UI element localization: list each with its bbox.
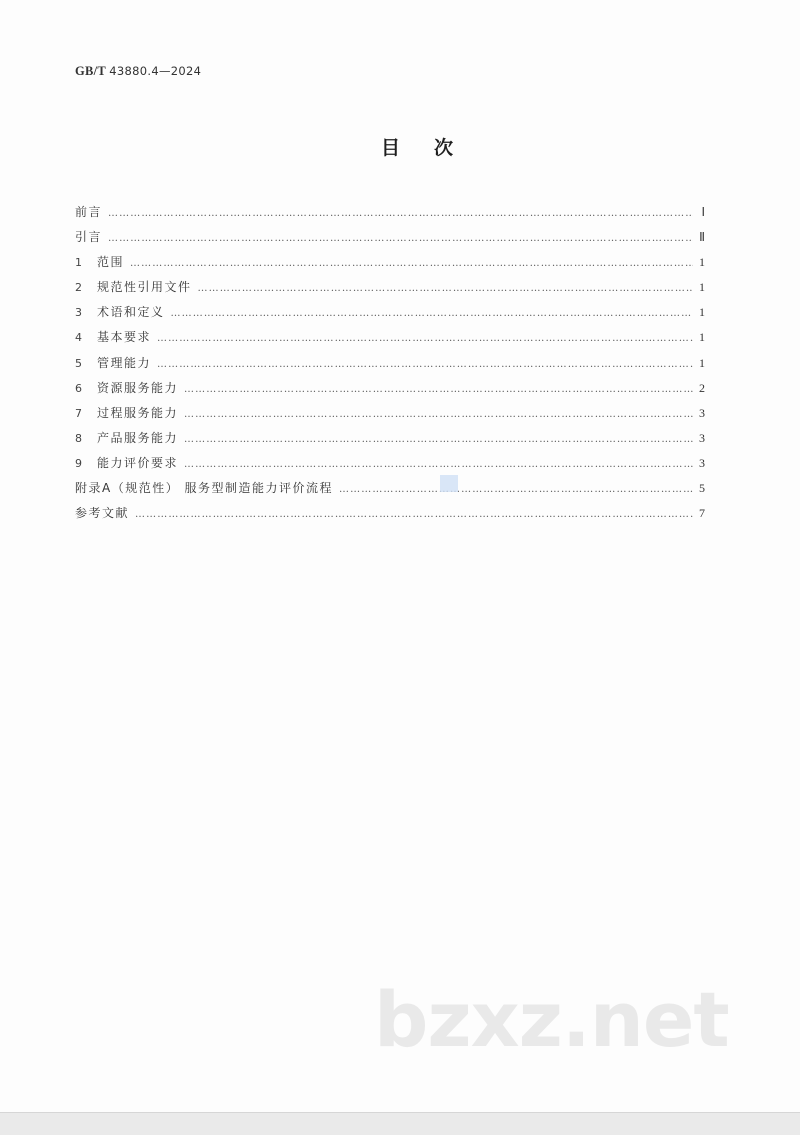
toc-entry-number: 2 <box>75 281 82 295</box>
toc-entry-label: 管理能力 <box>97 355 152 370</box>
toc-entry-number: 8 <box>75 431 82 445</box>
table-of-contents <box>75 200 705 526</box>
toc-entry-page: Ⅱ <box>699 230 705 245</box>
toc-dot-leader <box>157 352 693 377</box>
toc-dot-leader <box>171 301 693 326</box>
toc-entry[interactable] <box>75 426 705 451</box>
toc-entry-number: 6 <box>75 381 82 395</box>
toc-dot-leader <box>130 251 693 276</box>
toc-entry-page: 3 <box>699 405 705 420</box>
toc-entry-label: 术语和定义 <box>97 305 165 320</box>
toc-entry-number: 9 <box>75 456 82 470</box>
toc-entry-page: Ⅰ <box>701 205 705 219</box>
toc-entry[interactable] <box>75 376 705 401</box>
toc-dot-leader <box>157 326 693 351</box>
toc-entry-page: 1 <box>699 280 705 295</box>
toc-entry[interactable] <box>75 300 705 325</box>
toc-entry-number: 1 <box>75 256 82 270</box>
toc-dot-leader <box>339 477 693 502</box>
toc-entry-number: 4 <box>75 331 82 345</box>
toc-entry-page: 7 <box>699 506 705 521</box>
toc-entry-label: 资源服务能力 <box>97 380 179 395</box>
toc-entry-label: 过程服务能力 <box>97 405 179 420</box>
toc-entry-page: 3 <box>699 455 705 470</box>
toc-dot-leader <box>108 201 693 226</box>
page-bottom-edge <box>0 1112 800 1135</box>
toc-entry-page: 1 <box>699 305 705 320</box>
toc-entry-number: 7 <box>75 406 82 420</box>
toc-entry[interactable] <box>75 225 705 250</box>
toc-dot-leader <box>184 427 693 452</box>
toc-entry[interactable] <box>75 250 705 275</box>
toc-entry[interactable] <box>75 200 705 225</box>
toc-entry[interactable] <box>75 275 705 300</box>
toc-entry[interactable] <box>75 451 705 476</box>
toc-entry-page: 5 <box>699 481 705 496</box>
toc-dot-leader <box>108 226 693 251</box>
toc-entry-label: 规范性引用文件 <box>97 280 192 295</box>
toc-entry[interactable] <box>75 501 705 526</box>
standard-prefix: GB/T <box>75 64 106 78</box>
toc-entry-page: 3 <box>699 430 705 445</box>
toc-entry-page: 1 <box>699 355 705 370</box>
selection-highlight <box>440 475 458 492</box>
toc-entry[interactable] <box>75 351 705 376</box>
toc-title: 目次 <box>380 137 487 159</box>
toc-entry[interactable] <box>75 401 705 426</box>
toc-entry[interactable] <box>75 325 705 350</box>
toc-entry-label: 前言 <box>75 205 103 219</box>
standard-code <box>75 64 201 79</box>
toc-entry-label: 附录A（规范性） 服务型制造能力评价流程 <box>75 481 334 496</box>
toc-entry[interactable] <box>75 476 705 501</box>
toc-entry-number: 5 <box>75 356 82 370</box>
toc-entry-label: 能力评价要求 <box>97 455 179 470</box>
toc-dot-leader <box>184 402 693 427</box>
toc-entry-label: 参考文献 <box>75 506 130 521</box>
toc-entry-label: 范围 <box>97 255 125 270</box>
toc-dot-leader <box>198 276 693 301</box>
toc-entry-page: 1 <box>699 255 705 270</box>
toc-entry-page: 2 <box>699 380 705 395</box>
toc-dot-leader <box>184 377 693 402</box>
toc-entry-number: 3 <box>75 306 82 320</box>
watermark: bzxz.net <box>374 975 729 1064</box>
toc-entry-label: 产品服务能力 <box>97 430 179 445</box>
toc-dot-leader <box>135 502 693 527</box>
toc-dot-leader <box>184 452 693 477</box>
toc-entry-label: 引言 <box>75 230 103 245</box>
standard-number: 43880.4—2024 <box>109 64 202 78</box>
toc-entry-page: 1 <box>699 330 705 345</box>
toc-entry-label: 基本要求 <box>97 330 152 345</box>
